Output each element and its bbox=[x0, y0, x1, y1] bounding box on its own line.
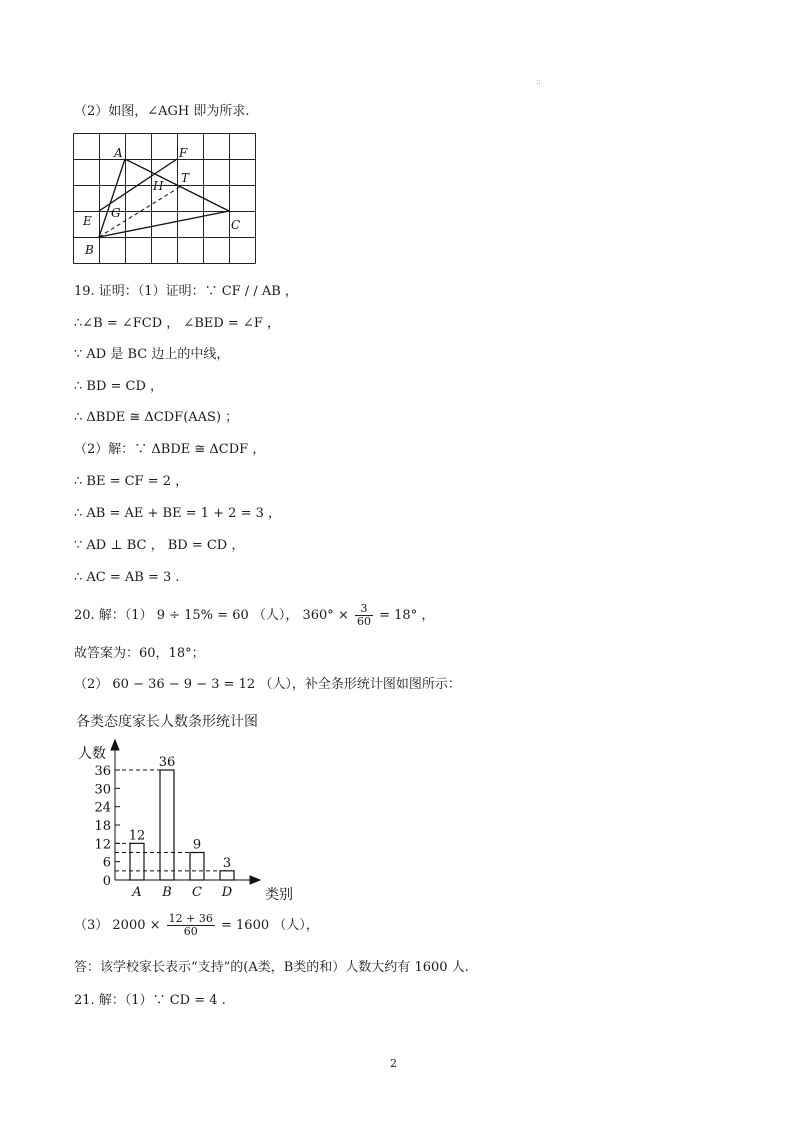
q20-fraction bbox=[355, 603, 373, 628]
bar-value-label: 36 bbox=[158, 755, 176, 770]
q20-fraction-denominator: 60 bbox=[356, 615, 371, 628]
x-axis-arrow bbox=[250, 876, 260, 884]
segment-AB bbox=[99, 159, 125, 237]
part2-answer-line: （2）如图，∠AGH 即为所求. bbox=[74, 104, 250, 119]
bar-C bbox=[190, 853, 204, 881]
point-label-F: F bbox=[179, 146, 188, 160]
q20-part1-text: 20. 解：（1） 9 ÷ 15% = 60 （人）， 360° × bbox=[74, 608, 349, 623]
x-axis-label: 类别 bbox=[265, 887, 293, 902]
q19-step-1: ∴∠B = ∠FCD ， ∠BED = ∠F ， bbox=[74, 316, 280, 331]
grid-geometry-figure bbox=[73, 133, 263, 265]
y-tick-label: 30 bbox=[94, 782, 111, 798]
q19-step-7: ∴ AB = AE + BE = 1 + 2 = 3 ， bbox=[74, 506, 281, 521]
q20-part3-result: = 1600 （人）， bbox=[221, 918, 319, 933]
corner-mark: :: bbox=[536, 78, 541, 86]
q20-part3-numerator: 12 + 36 bbox=[168, 912, 213, 925]
x-category-label: D bbox=[221, 885, 233, 900]
y-axis-arrow bbox=[111, 740, 119, 750]
y-tick-label: 12 bbox=[94, 837, 111, 853]
chart-title: 各类态度家长人数条形统计图 bbox=[76, 714, 258, 730]
q19-step-4: ∴ ΔBDE ≅ ΔCDF(AAS) ； bbox=[74, 410, 239, 425]
point-label-H: H bbox=[153, 179, 164, 193]
bar-A bbox=[130, 843, 144, 880]
q19-step-9: ∴ AC = AB = 3 . bbox=[74, 570, 180, 585]
point-label-G: G bbox=[111, 206, 121, 220]
q20-part1 bbox=[74, 602, 434, 630]
y-tick-label: 0 bbox=[102, 874, 111, 889]
bar-value-label: 9 bbox=[192, 837, 202, 853]
point-label-C: C bbox=[231, 218, 241, 232]
point-label-A: A bbox=[114, 146, 123, 160]
bar-chart bbox=[70, 730, 310, 902]
bar-B bbox=[160, 770, 174, 880]
q19-step-6: ∴ BE = CF = 2 ， bbox=[74, 474, 189, 489]
y-tick-label: 6 bbox=[102, 855, 111, 871]
q20-part1-result: = 18° ， bbox=[379, 608, 435, 623]
q20-part3-fraction bbox=[167, 913, 215, 938]
q19-step-3: ∴ BD = CD ， bbox=[74, 379, 164, 394]
x-category-label: A bbox=[132, 885, 142, 900]
point-label-T: T bbox=[181, 171, 190, 185]
q20-part3-denominator: 60 bbox=[183, 925, 198, 938]
q20-conclusion: 答：该学校家长表示“支持”的(A类，B类的和）人数大约有 1600 人. bbox=[74, 960, 469, 975]
q20-part3-text: （3） 2000 × bbox=[74, 918, 161, 933]
q19-heading: 19. 证明：（1）证明：∵ CF / / AB ， bbox=[74, 284, 298, 299]
q20-answer: 故答案为：60，18°； bbox=[74, 646, 205, 661]
q20-part2: （2） 60 − 36 − 9 − 3 = 12 （人），补全条形统计图如图所示： bbox=[74, 677, 461, 692]
point-label-E: E bbox=[83, 214, 92, 228]
page-number: 2 bbox=[390, 1057, 397, 1070]
q20-fraction-numerator: 3 bbox=[355, 603, 373, 616]
q19-part2-heading: （2）解：∵ ΔBDE ≅ ΔCDF ， bbox=[74, 442, 266, 457]
point-label-B: B bbox=[85, 243, 94, 257]
x-category-label: C bbox=[192, 885, 202, 900]
y-tick-label: 36 bbox=[94, 764, 111, 779]
bar-D bbox=[220, 871, 234, 880]
q19-step-8: ∵ AD ⊥ BC ， BD = CD ， bbox=[74, 538, 245, 553]
q19-step-2: ∵ AD 是 BC 边上的中线， bbox=[74, 347, 230, 362]
q20-part3 bbox=[74, 912, 319, 940]
x-category-label: B bbox=[162, 885, 172, 900]
y-tick-label: 24 bbox=[94, 800, 111, 816]
grid-lines bbox=[74, 134, 256, 264]
q21-heading: 21. 解：（1）∵ CD = 4 . bbox=[74, 993, 226, 1008]
bar-value-label: 12 bbox=[128, 828, 146, 844]
bar-value-label: 3 bbox=[222, 855, 232, 871]
y-axis-label: 人数 bbox=[78, 746, 106, 762]
y-tick-label: 18 bbox=[94, 819, 111, 834]
